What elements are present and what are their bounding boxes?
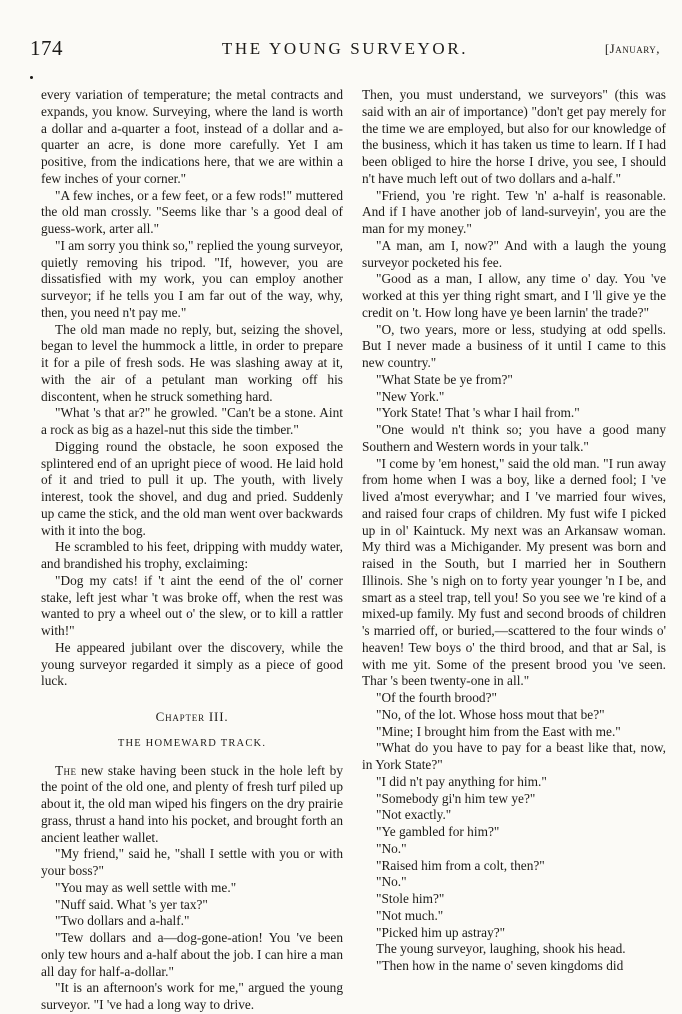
right-column bbox=[362, 87, 666, 975]
paragraph-text: new stake having been stuck in the hole left by the point of the old one, and plenty of fresh turf piled up about it, the old man wiped his fingers on the dry prairie grass, thrust a hand into his pocket, and brought forth an ancient leather wallet. bbox=[41, 762, 343, 845]
paragraph-text: "Raised him from a colt, then?" bbox=[376, 857, 545, 873]
paragraph-text: "Somebody gi'n him tew ye?" bbox=[376, 790, 536, 806]
paragraph bbox=[362, 874, 666, 891]
paragraph-text: The old man made no reply, but, seizing the shovel, began to level the hummock a little, in order to prepare it for a pile of fresh sods. He was slashing away at it, with the air of a petulant man working off his discontent, when he struck something hard. bbox=[41, 321, 343, 404]
paragraph-text: "My friend," said he, "shall I settle with you or with your boss?" bbox=[41, 846, 343, 878]
paragraph-text: "Two dollars and a-half." bbox=[55, 913, 190, 929]
paragraph-text: "Good as a man, I allow, any time o' day. You 've worked at this yer thing right smart, and I 'll give ye the credit on 't. How long have ye been larnin' the trade?" bbox=[362, 271, 666, 320]
paragraph-text: "Then how in the name o' seven kingdoms did bbox=[376, 958, 624, 973]
paragraph bbox=[362, 841, 666, 858]
paragraph bbox=[362, 87, 666, 188]
paragraph-text: "Nuff said. What 's yer tax?" bbox=[55, 896, 208, 912]
paragraph bbox=[362, 405, 666, 422]
paragraph bbox=[362, 188, 666, 238]
paragraph bbox=[362, 774, 666, 791]
paragraph bbox=[362, 891, 666, 908]
paragraph-text: "I did n't pay anything for him." bbox=[376, 773, 547, 789]
paragraph bbox=[362, 724, 666, 741]
paragraph-text: "Of the fourth brood?" bbox=[376, 690, 497, 705]
running-title: THE YOUNG SURVEYOR. bbox=[221, 39, 469, 58]
paragraph bbox=[362, 422, 666, 456]
paragraph bbox=[362, 389, 666, 406]
paragraph bbox=[362, 858, 666, 875]
paragraph-text: "Stole him?" bbox=[376, 891, 445, 906]
paragraph bbox=[41, 640, 343, 690]
paragraph-text: "A man, am I, now?" And with a laugh the young surveyor pocketed his fee. bbox=[362, 237, 666, 270]
paragraph bbox=[41, 539, 343, 573]
paragraph-text: "What do you have to pay for a beast like that, now, in York State?" bbox=[362, 740, 666, 772]
issue-month: [January, bbox=[604, 41, 660, 56]
paragraph bbox=[41, 573, 343, 640]
paragraph bbox=[41, 897, 343, 914]
paragraph bbox=[362, 707, 666, 724]
left-column bbox=[41, 87, 343, 1014]
paragraph bbox=[41, 846, 343, 880]
paragraph-text: "New York." bbox=[376, 388, 445, 404]
paragraph bbox=[41, 322, 343, 406]
paragraph-text: He appeared jubilant over the discovery, while the young surveyor regarded it simply as a piece of good luck. bbox=[41, 639, 343, 689]
paragraph-text: "No." bbox=[376, 840, 407, 856]
paragraph bbox=[362, 958, 666, 975]
paragraph bbox=[362, 238, 666, 272]
paragraph-text: "Tew dollars and a—dog-gone-ation! You 've been only tew hours and a-half about the job. I can hire a man all day for half-a-dollar." bbox=[41, 930, 343, 979]
paragraph-lead: The bbox=[55, 762, 77, 778]
paragraph bbox=[362, 690, 666, 707]
paragraph-text: The young surveyor, laughing, shook his head. bbox=[376, 941, 626, 957]
paragraph bbox=[41, 405, 343, 439]
paragraph-text: "Ye gambled for him?" bbox=[376, 824, 500, 839]
paragraph-text: "What State be ye from?" bbox=[376, 371, 513, 387]
paragraph-text: "It is an afternoon's work for me," argued the young surveyor. "I 've had a long way to drive. bbox=[41, 980, 343, 1012]
paragraph-text: "York State! That 's whar I hail from." bbox=[376, 405, 580, 421]
paragraph bbox=[362, 372, 666, 389]
paragraph-text: "Mine; I brought him from the East with me." bbox=[376, 723, 621, 739]
paragraph bbox=[362, 740, 666, 774]
paragraph-text: "I come by 'em honest," said the old man. "I run away from home when I was a boy, like a derned fool; I 've lived a'most everywhar; and I 've married four wives, and raised four craps of children. My fust wife I picked up in ol' Kaintuck. My next was an Arkansaw woman. My third was a Michigander. My present was born and raised in the South, but I married her in Southern Illinois. She 's nigh on to forty year younger 'n I be, and smart as a steel trap, tell you! So you see we 're kind of a mixed-up family. My fust and second broods of children 's married off, or buried,—scattered to the four winds o' heaven! Tew boys o' the third brood, and that ar Sal, is with me yit. Some of the present brood you 've seen. Thar 's been twenty-one in all." bbox=[362, 455, 666, 689]
paragraph-text: "No." bbox=[376, 874, 407, 890]
paragraph bbox=[41, 188, 343, 238]
paragraph bbox=[362, 807, 666, 824]
paragraph-text: "Friend, you 're right. Tew 'n' a-half is reasonable. And if I have another job of land-surveyin', you are the man for my money." bbox=[362, 187, 666, 236]
paragraph bbox=[41, 87, 343, 188]
paragraph bbox=[362, 908, 666, 925]
paragraph bbox=[41, 980, 343, 1014]
paragraph-text: "A few inches, or a few feet, or a few rods!" muttered the old man crossly. "Seems like thar 's a good deal of guess-work, arter all." bbox=[41, 187, 343, 236]
paragraph bbox=[362, 456, 666, 691]
print-speck bbox=[30, 76, 33, 79]
chapter-heading: Chapter III. bbox=[155, 709, 229, 724]
paragraph bbox=[41, 930, 343, 980]
paragraph-text: "Not much." bbox=[376, 907, 444, 923]
paragraph-text: "O, two years, more or less, studying at odd spells. But I never made a business of it until I came to this new country." bbox=[362, 321, 666, 370]
paragraph bbox=[41, 880, 343, 897]
paragraph bbox=[362, 791, 666, 808]
paragraph bbox=[41, 238, 343, 322]
paragraph bbox=[362, 941, 666, 958]
paragraph-text: "I am sorry you think so," replied the young surveyor, quietly removing his tripod. "If, however, you are dissatisfied with my work, you can employ another surveyor; if he tells you I am far out of the way, why, then, you need n't pay me." bbox=[41, 237, 343, 320]
paragraph bbox=[362, 824, 666, 841]
paragraph bbox=[362, 925, 666, 942]
paragraph-text: Then, you must understand, we surveyors" (this was said with an air of importance) "don't get pay merely for the time we are employed, but also for our knowledge of the business, which it has taken us time to learn. If I had been obliged to hire the horse I drive, you see, I should n't have much left out of two dollars and a-half." bbox=[362, 87, 666, 186]
paragraph-text: "What 's that ar?" he growled. "Can't be a stone. Aint a rock as big as a hazel-nut this side the timber." bbox=[41, 405, 343, 437]
paragraph-text: "You may as well settle with me." bbox=[55, 879, 237, 895]
paragraph bbox=[41, 439, 343, 540]
running-header bbox=[30, 36, 660, 62]
paragraph bbox=[362, 322, 666, 372]
paragraph-text: "Picked him up astray?" bbox=[376, 924, 506, 940]
paragraph-text: Digging round the obstacle, he soon exposed the splintered end of an upright piece of wood. He laid hold of it and tried to pull it up. The youth, with lively interest, took the shovel, and dug and pried. Suddenly up came the stick, and the old man went over backwards with it into the bog. bbox=[41, 438, 343, 538]
paragraph bbox=[41, 763, 343, 847]
paragraph-text: He scrambled to his feet, dripping with muddy water, and brandished his trophy, exclaiming: bbox=[41, 539, 343, 571]
paragraph-text: "No, of the lot. Whose hoss mout that be?" bbox=[376, 706, 605, 722]
paragraph bbox=[362, 271, 666, 321]
paragraph-text: "Dog my cats! if 't aint the eend of the ol' corner stake, left jest whar 't was broke off, when the rest was wanted to pry a wheel out o' the slew, or to kill a rattler with!" bbox=[41, 572, 343, 638]
paragraph bbox=[41, 913, 343, 930]
paragraph-text: every variation of temperature; the metal contracts and expands, you know. Surveying, where the land is worth a dollar and a-quarter a foot, instead of a dollar and a-quarter an acre, is done more carefully. Yet I am positive, from the indications here, that we are within a few inches of your corner." bbox=[41, 87, 343, 186]
paragraph-text: "Not exactly." bbox=[376, 807, 452, 823]
paragraph-text: "One would n't think so; you have a good many Southern and Western words in your talk." bbox=[362, 422, 666, 454]
page-number: 174 bbox=[30, 36, 63, 60]
chapter-subheading: THE HOMEWARD TRACK. bbox=[117, 737, 267, 749]
